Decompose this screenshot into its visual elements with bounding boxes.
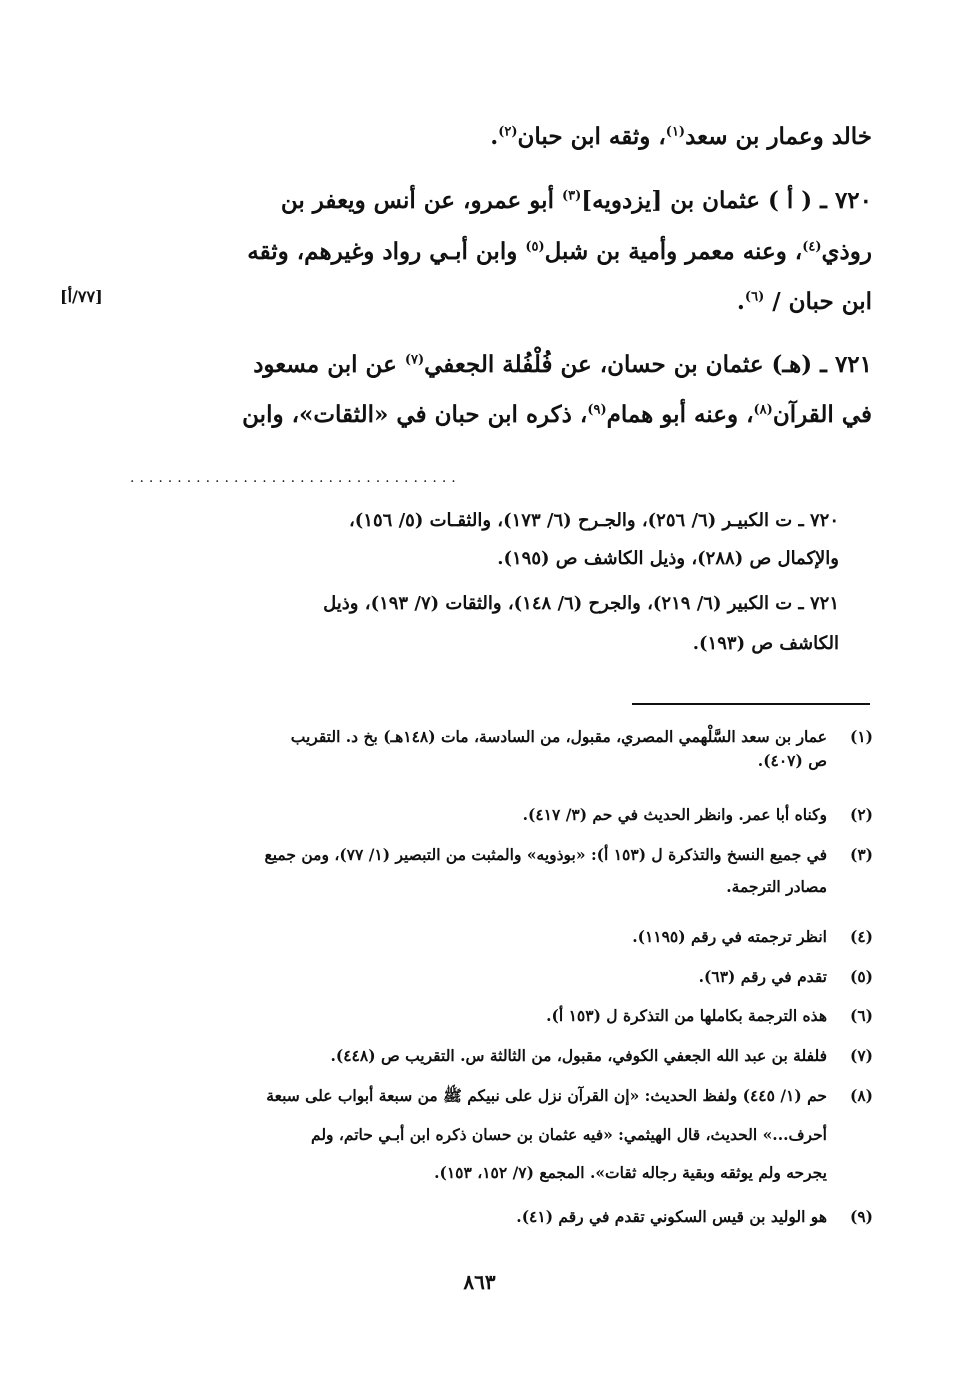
reference-721-line-1: ٧٢١ ـ ت الكبير (٦/ ٢١٩)، والجرح (٦/ ١٤٨)، والثقات (٧/ ١٩٣)، وذيل	[323, 593, 839, 614]
footnote-2: (٢)وكناه أبا عمر. وانظر الحديث في حم (٣/ ٤١٧).	[522, 805, 873, 824]
main-line-1: خالد وعمار بن سعد$^{(١)}$، وثقه ابن حبان$^{(٢)}$.	[490, 123, 872, 150]
entry-720-line-1: ٧٢٠ ـ ( أ ) عثمان بن [يزدويه]$^{(٣)}$ أبو عمرو، عن أنس ويعفر بن	[280, 187, 872, 214]
footnote-9: (٩)هو الوليد بن قيس السكوني تقدم في رقم (٤١).	[516, 1207, 873, 1226]
footnote-ref-7: (٧)	[404, 352, 425, 368]
footnote-ref-4: (٤)	[802, 239, 822, 255]
separator-dots: ...................................	[130, 470, 461, 486]
reference-720-line-2: والإكمال ص (٢٨٨)، وذيل الكاشف ص (١٩٥).	[497, 548, 839, 569]
footnote-3: (٣)في جميع النسخ والتذكرة ل (١٥٣ أ): «بوذويه» والمثبت من التبصير (١/ ٧٧)، ومن جميع مصادر الترجمة.	[264, 845, 873, 896]
footnote-ref-9: (٩)	[587, 402, 607, 418]
footnote-ref-2: (٢)	[498, 124, 518, 140]
footnote-8: (٨)حم (١/ ٤٤٥) ولفظ الحديث: «إن القرآن نزل على نبيكم ﷺ من سبعة أبواب على سبعة أحرف...» الحديث، قال الهيثمي: «فيه عثمان بن حسان ذكره ابن أبـي حاتم، ولم يجرحه ولم يوثقه وبقية رجاله ثقات». المجمع (٧/ ١٥٢، ١٥٣).	[266, 1086, 873, 1182]
footnote-ref-1: (١)	[665, 124, 686, 140]
footnote-ref-6: (٦)	[744, 289, 765, 305]
page-number: ٨٦٣	[463, 1270, 496, 1294]
footnote-6: (٦)هذه الترجمة بكاملها من التذكرة ل (١٥٣ أ).	[546, 1006, 873, 1025]
footnote-ref-3: (٣)	[561, 188, 582, 204]
footnote-ref-5: (٥)	[525, 239, 545, 255]
footnote-ref-8: (٨)	[753, 402, 773, 418]
entry-721-line-1: ٧٢١ ـ (هـ) عثمان بن حسان، عن فُلْفُلة الجعفي$^{(٧)}$ عن ابن مسعود	[253, 351, 872, 378]
reference-721-line-2: الكاشف ص (١٩٣).	[692, 633, 839, 654]
footnote-7: (٧)فلفلة بن عبد الله الجعفي الكوفي، مقبول، من الثالثة س. التقريب ص (٤٤٨).	[330, 1046, 873, 1065]
entry-720-line-2: روذي$^{(٤)}$، وعنه معمر وأمية بن شبل$^{(٥)}$ وابن أبـي رواد وغيرهم، وثقه	[247, 238, 872, 265]
reference-720-line-1: ٧٢٠ ـ ت الكبيـر (٦/ ٢٥٦)، والجـرح (٦/ ١٧٣)، والثقـات (٥/ ١٥٦)،	[348, 510, 839, 531]
footnote-5: (٥)تقدم في رقم (٦٣).	[698, 967, 873, 986]
entry-720-line-3: ابن حبان / $^{(٦)}$.	[736, 288, 872, 315]
manuscript-folio-marker: [٧٧/أ]	[60, 287, 103, 306]
footnote-1: (١)عمار بن سعد السَّلْهمي المصري، مقبول، من السادسة، مات (١٤٨هـ) بخ د. التقريب ص (٤٠٧).	[290, 727, 873, 770]
footnote-separator-rule	[632, 703, 870, 705]
entry-721-line-2: في القرآن$^{(٨)}$، وعنه أبو همام$^{(٩)}$، ذكره ابن حبان في «الثقات»، وابن	[242, 401, 872, 428]
footnote-4: (٤)انظر ترجمته في رقم (١١٩٥).	[632, 927, 873, 946]
